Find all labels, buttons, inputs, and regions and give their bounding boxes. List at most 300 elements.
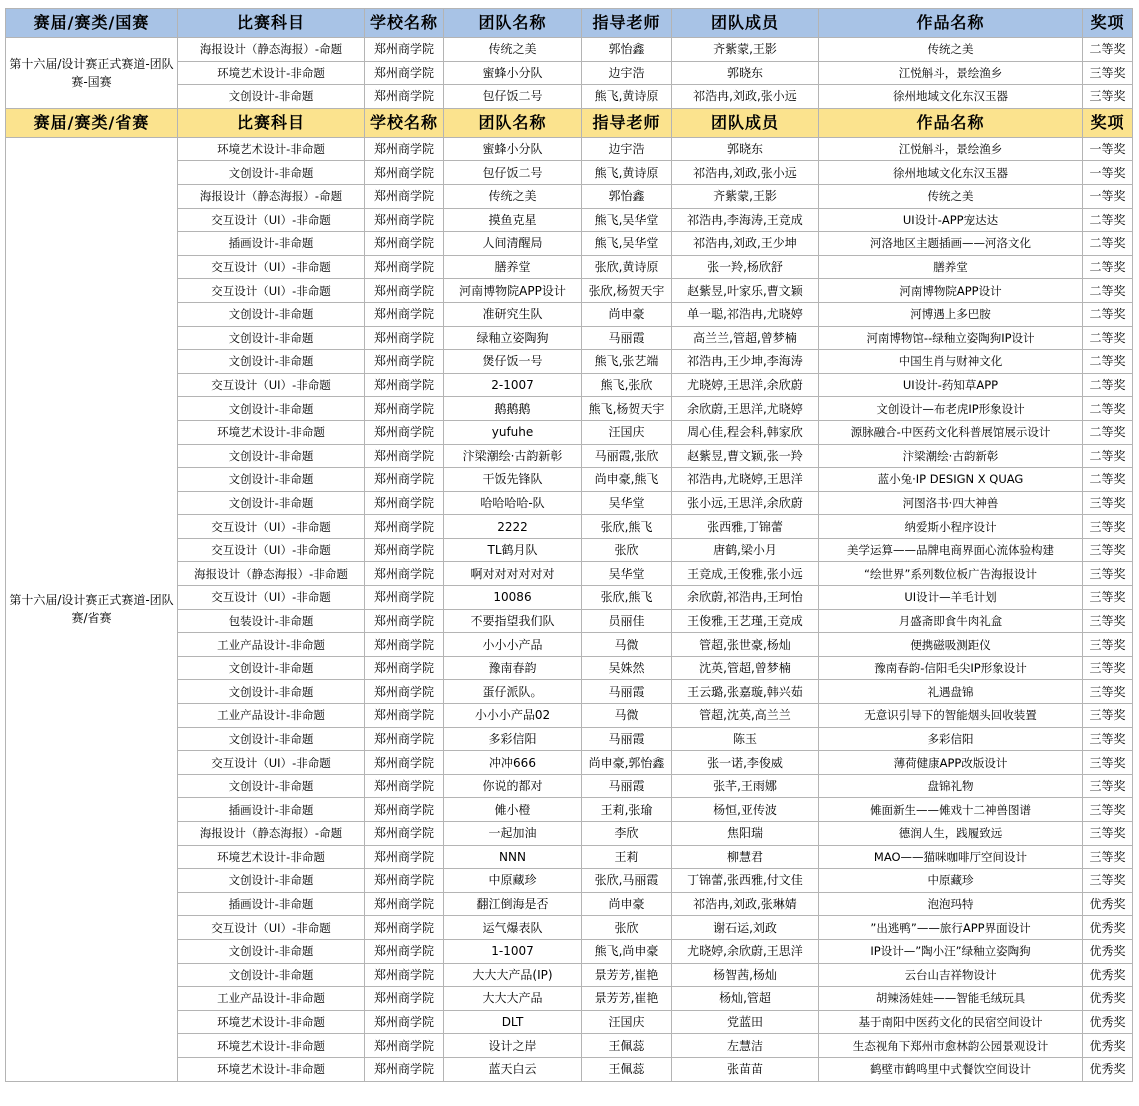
- advisor-cell[interactable]: 张欣,马丽霞: [582, 869, 672, 893]
- members-cell[interactable]: 丁锦蕾,张西雅,付文佳: [672, 869, 819, 893]
- award-cell[interactable]: 二等奖: [1083, 302, 1133, 326]
- advisor-cell[interactable]: 景芳芳,崔艳: [582, 963, 672, 987]
- award-cell[interactable]: 三等奖: [1083, 869, 1133, 893]
- team-name-cell[interactable]: 鹅鹅鹅: [444, 397, 582, 421]
- school-cell[interactable]: 郑州商学院: [365, 1057, 444, 1081]
- members-cell[interactable]: 张芊,王雨娜: [672, 774, 819, 798]
- work-title-cell[interactable]: 傩面新生——傩戏十二神兽图谱: [819, 798, 1083, 822]
- work-title-cell[interactable]: 河图洛书·四大神兽: [819, 491, 1083, 515]
- subject-cell[interactable]: 文创设计-非命题: [178, 350, 365, 374]
- members-cell[interactable]: 杨恒,亚传波: [672, 798, 819, 822]
- advisor-cell[interactable]: 员丽佳: [582, 609, 672, 633]
- team-name-cell[interactable]: 2222: [444, 515, 582, 539]
- school-cell[interactable]: 郑州商学院: [365, 326, 444, 350]
- team-name-cell[interactable]: 蓝天白云: [444, 1057, 582, 1081]
- subject-cell[interactable]: 环境艺术设计-非命题: [178, 1057, 365, 1081]
- team-name-cell[interactable]: 绿釉立姿陶狗: [444, 326, 582, 350]
- award-cell[interactable]: 三等奖: [1083, 727, 1133, 751]
- subject-cell[interactable]: 环境艺术设计-非命题: [178, 61, 365, 85]
- award-cell[interactable]: 一等奖: [1083, 161, 1133, 185]
- subject-cell[interactable]: 文创设计-非命题: [178, 397, 365, 421]
- team-name-cell[interactable]: 人间清醒局: [444, 232, 582, 256]
- work-title-cell[interactable]: 云台山吉祥物设计: [819, 963, 1083, 987]
- work-title-cell[interactable]: UI设计-药知草APP: [819, 373, 1083, 397]
- members-cell[interactable]: 管超,张世豪,杨灿: [672, 633, 819, 657]
- subject-cell[interactable]: 文创设计-非命题: [178, 491, 365, 515]
- work-title-cell[interactable]: 盘锦礼物: [819, 774, 1083, 798]
- advisor-cell[interactable]: 王莉: [582, 845, 672, 869]
- subject-cell[interactable]: 交互设计（UI）-非命题: [178, 751, 365, 775]
- advisor-cell[interactable]: 张欣,熊飞: [582, 586, 672, 610]
- award-cell[interactable]: 三等奖: [1083, 538, 1133, 562]
- award-cell[interactable]: 二等奖: [1083, 208, 1133, 232]
- subject-cell[interactable]: 工业产品设计-非命题: [178, 704, 365, 728]
- advisor-cell[interactable]: 吴华堂: [582, 491, 672, 515]
- subject-cell[interactable]: 文创设计-非命题: [178, 85, 365, 109]
- subject-cell[interactable]: 文创设计-非命题: [178, 326, 365, 350]
- advisor-cell[interactable]: 李欣: [582, 822, 672, 846]
- award-cell[interactable]: 二等奖: [1083, 255, 1133, 279]
- award-cell[interactable]: 优秀奖: [1083, 916, 1133, 940]
- subject-cell[interactable]: 交互设计（UI）-非命题: [178, 916, 365, 940]
- members-cell[interactable]: 祁浩冉,李海涛,王竞成: [672, 208, 819, 232]
- members-cell[interactable]: 齐紫蒙,王影: [672, 38, 819, 62]
- school-cell[interactable]: 郑州商学院: [365, 420, 444, 444]
- work-title-cell[interactable]: 汴梁潮绘·古韵新彰: [819, 444, 1083, 468]
- work-title-cell[interactable]: 河南博物院APP设计: [819, 279, 1083, 303]
- team-name-cell[interactable]: 一起加油: [444, 822, 582, 846]
- advisor-cell[interactable]: 边宇浩: [582, 61, 672, 85]
- work-title-cell[interactable]: 河洛地区主题插画——河洛文化: [819, 232, 1083, 256]
- subject-cell[interactable]: 交互设计（UI）-非命题: [178, 279, 365, 303]
- subject-cell[interactable]: 文创设计-非命题: [178, 468, 365, 492]
- members-cell[interactable]: 陈玉: [672, 727, 819, 751]
- school-cell[interactable]: 郑州商学院: [365, 869, 444, 893]
- work-title-cell[interactable]: 中原藏珍: [819, 869, 1083, 893]
- members-cell[interactable]: 王俊雅,王艺瑾,王竞成: [672, 609, 819, 633]
- provincial-category-cell[interactable]: 第十六届/设计赛正式赛道-团队赛/省赛: [6, 137, 178, 1081]
- subject-cell[interactable]: 文创设计-非命题: [178, 869, 365, 893]
- team-name-cell[interactable]: 传统之美: [444, 38, 582, 62]
- subject-cell[interactable]: 海报设计（静态海报）-命题: [178, 184, 365, 208]
- advisor-cell[interactable]: 吴姝然: [582, 656, 672, 680]
- school-cell[interactable]: 郑州商学院: [365, 939, 444, 963]
- members-cell[interactable]: 祁浩冉,王少坤,李海涛: [672, 350, 819, 374]
- members-cell[interactable]: 焦阳瑞: [672, 822, 819, 846]
- subject-cell[interactable]: 海报设计（静态海报）-命题: [178, 38, 365, 62]
- team-name-cell[interactable]: 准研究生队: [444, 302, 582, 326]
- team-name-cell[interactable]: 包仔饭二号: [444, 85, 582, 109]
- advisor-cell[interactable]: 熊飞,尚申豪: [582, 939, 672, 963]
- subject-cell[interactable]: 文创设计-非命题: [178, 680, 365, 704]
- team-name-cell[interactable]: 汴梁潮绘·古韵新彰: [444, 444, 582, 468]
- award-cell[interactable]: 三等奖: [1083, 680, 1133, 704]
- award-cell[interactable]: 二等奖: [1083, 468, 1133, 492]
- advisor-cell[interactable]: 张欣: [582, 916, 672, 940]
- award-cell[interactable]: 三等奖: [1083, 751, 1133, 775]
- advisor-cell[interactable]: 熊飞,吴华堂: [582, 232, 672, 256]
- subject-cell[interactable]: 包装设计-非命题: [178, 609, 365, 633]
- members-cell[interactable]: 左慧洁: [672, 1034, 819, 1058]
- award-cell[interactable]: 三等奖: [1083, 586, 1133, 610]
- school-cell[interactable]: 郑州商学院: [365, 161, 444, 185]
- school-cell[interactable]: 郑州商学院: [365, 397, 444, 421]
- subject-cell[interactable]: 交互设计（UI）-非命题: [178, 373, 365, 397]
- work-title-cell[interactable]: 美学运算——品牌电商界面心流体验构建: [819, 538, 1083, 562]
- subject-cell[interactable]: 插画设计-非命题: [178, 232, 365, 256]
- work-title-cell[interactable]: 无意识引导下的智能烟头回收装置: [819, 704, 1083, 728]
- team-name-cell[interactable]: 摸鱼克星: [444, 208, 582, 232]
- members-cell[interactable]: 周心佳,程会科,韩家欣: [672, 420, 819, 444]
- work-title-cell[interactable]: 泡泡玛特: [819, 892, 1083, 916]
- work-title-cell[interactable]: 文创设计—布老虎IP形象设计: [819, 397, 1083, 421]
- members-cell[interactable]: 齐紫蒙,王影: [672, 184, 819, 208]
- school-cell[interactable]: 郑州商学院: [365, 137, 444, 161]
- award-cell[interactable]: 三等奖: [1083, 515, 1133, 539]
- award-cell[interactable]: 优秀奖: [1083, 963, 1133, 987]
- school-cell[interactable]: 郑州商学院: [365, 798, 444, 822]
- team-name-cell[interactable]: 中原藏珍: [444, 869, 582, 893]
- award-cell[interactable]: 三等奖: [1083, 798, 1133, 822]
- subject-cell[interactable]: 环境艺术设计-非命题: [178, 1010, 365, 1034]
- work-title-cell[interactable]: 豫南春韵-信阳毛尖IP形象设计: [819, 656, 1083, 680]
- subject-cell[interactable]: 交互设计（UI）-非命题: [178, 586, 365, 610]
- members-cell[interactable]: 祁浩冉,刘政,王少坤: [672, 232, 819, 256]
- team-name-cell[interactable]: 10086: [444, 586, 582, 610]
- school-cell[interactable]: 郑州商学院: [365, 845, 444, 869]
- school-cell[interactable]: 郑州商学院: [365, 350, 444, 374]
- advisor-cell[interactable]: 张欣,熊飞: [582, 515, 672, 539]
- work-title-cell[interactable]: 生态视角下郑州市愈林韵公园景观设计: [819, 1034, 1083, 1058]
- award-cell[interactable]: 三等奖: [1083, 491, 1133, 515]
- members-cell[interactable]: 张西雅,丁锦蕾: [672, 515, 819, 539]
- team-name-cell[interactable]: 小小小产品02: [444, 704, 582, 728]
- work-title-cell[interactable]: 膳养堂: [819, 255, 1083, 279]
- school-cell[interactable]: 郑州商学院: [365, 727, 444, 751]
- work-title-cell[interactable]: ”出逃鸭”——旅行APP界面设计: [819, 916, 1083, 940]
- subject-cell[interactable]: 文创设计-非命题: [178, 963, 365, 987]
- advisor-cell[interactable]: 马丽霞: [582, 326, 672, 350]
- subject-cell[interactable]: 海报设计（静态海报）-非命题: [178, 562, 365, 586]
- work-title-cell[interactable]: 胡辣汤娃娃——智能毛绒玩具: [819, 987, 1083, 1011]
- advisor-cell[interactable]: 熊飞,黄诗原: [582, 161, 672, 185]
- members-cell[interactable]: 郭晓东: [672, 61, 819, 85]
- award-cell[interactable]: 二等奖: [1083, 420, 1133, 444]
- members-cell[interactable]: 余欣蔚,王思洋,尤晓婷: [672, 397, 819, 421]
- advisor-cell[interactable]: 张欣: [582, 538, 672, 562]
- members-cell[interactable]: 王竞成,王俊雅,张小远: [672, 562, 819, 586]
- award-cell[interactable]: 二等奖: [1083, 350, 1133, 374]
- members-cell[interactable]: 谢石运,刘政: [672, 916, 819, 940]
- members-cell[interactable]: 王云璐,张嘉璇,韩兴茹: [672, 680, 819, 704]
- award-cell[interactable]: 三等奖: [1083, 609, 1133, 633]
- subject-cell[interactable]: 海报设计（静态海报）-命题: [178, 822, 365, 846]
- members-cell[interactable]: 尤晓婷,余欣蔚,王思洋: [672, 939, 819, 963]
- school-cell[interactable]: 郑州商学院: [365, 255, 444, 279]
- award-cell[interactable]: 优秀奖: [1083, 1034, 1133, 1058]
- school-cell[interactable]: 郑州商学院: [365, 822, 444, 846]
- award-cell[interactable]: 优秀奖: [1083, 1057, 1133, 1081]
- award-cell[interactable]: 三等奖: [1083, 633, 1133, 657]
- advisor-cell[interactable]: 边宇浩: [582, 137, 672, 161]
- subject-cell[interactable]: 交互设计（UI）-非命题: [178, 538, 365, 562]
- team-name-cell[interactable]: TL鹤月队: [444, 538, 582, 562]
- team-name-cell[interactable]: 哈哈哈哈-队: [444, 491, 582, 515]
- work-title-cell[interactable]: 传统之美: [819, 184, 1083, 208]
- team-name-cell[interactable]: 不要指望我们队: [444, 609, 582, 633]
- members-cell[interactable]: 张小远,王思洋,余欣蔚: [672, 491, 819, 515]
- advisor-cell[interactable]: 张欣,黄诗原: [582, 255, 672, 279]
- school-cell[interactable]: 郑州商学院: [365, 538, 444, 562]
- subject-cell[interactable]: 插画设计-非命题: [178, 892, 365, 916]
- team-name-cell[interactable]: 傩小橙: [444, 798, 582, 822]
- members-cell[interactable]: 余欣蔚,祁浩冉,王珂怡: [672, 586, 819, 610]
- team-name-cell[interactable]: 你说的都对: [444, 774, 582, 798]
- school-cell[interactable]: 郑州商学院: [365, 774, 444, 798]
- school-cell[interactable]: 郑州商学院: [365, 680, 444, 704]
- advisor-cell[interactable]: 尚申豪,熊飞: [582, 468, 672, 492]
- members-cell[interactable]: 柳慧君: [672, 845, 819, 869]
- members-cell[interactable]: 单一聪,祁浩冉,尤晓婷: [672, 302, 819, 326]
- award-cell[interactable]: 优秀奖: [1083, 987, 1133, 1011]
- advisor-cell[interactable]: 汪国庆: [582, 1010, 672, 1034]
- school-cell[interactable]: 郑州商学院: [365, 373, 444, 397]
- award-cell[interactable]: 三等奖: [1083, 845, 1133, 869]
- work-title-cell[interactable]: 河南博物馆--绿釉立姿陶狗IP设计: [819, 326, 1083, 350]
- team-name-cell[interactable]: 蜜蜂小分队: [444, 137, 582, 161]
- team-name-cell[interactable]: 1-1007: [444, 939, 582, 963]
- advisor-cell[interactable]: 熊飞,杨贺天宇: [582, 397, 672, 421]
- award-cell[interactable]: 二等奖: [1083, 232, 1133, 256]
- team-name-cell[interactable]: DLT: [444, 1010, 582, 1034]
- subject-cell[interactable]: 文创设计-非命题: [178, 444, 365, 468]
- advisor-cell[interactable]: 马微: [582, 633, 672, 657]
- work-title-cell[interactable]: 鹤壁市鹤鸣里中式餐饮空间设计: [819, 1057, 1083, 1081]
- work-title-cell[interactable]: 江悦斛斗，景绘渔乡: [819, 61, 1083, 85]
- work-title-cell[interactable]: 蓝小兔·IP DESIGN X QUAG: [819, 468, 1083, 492]
- subject-cell[interactable]: 文创设计-非命题: [178, 939, 365, 963]
- work-title-cell[interactable]: 多彩信阳: [819, 727, 1083, 751]
- award-cell[interactable]: 三等奖: [1083, 562, 1133, 586]
- school-cell[interactable]: 郑州商学院: [365, 515, 444, 539]
- team-name-cell[interactable]: 蛋仔派队。: [444, 680, 582, 704]
- team-name-cell[interactable]: 河南博物院APP设计: [444, 279, 582, 303]
- work-title-cell[interactable]: 便携磁吸测距仪: [819, 633, 1083, 657]
- award-cell[interactable]: 二等奖: [1083, 326, 1133, 350]
- subject-cell[interactable]: 文创设计-非命题: [178, 656, 365, 680]
- advisor-cell[interactable]: 熊飞,吴华堂: [582, 208, 672, 232]
- work-title-cell[interactable]: 基于南阳中医药文化的民宿空间设计: [819, 1010, 1083, 1034]
- school-cell[interactable]: 郑州商学院: [365, 491, 444, 515]
- award-cell[interactable]: 优秀奖: [1083, 939, 1133, 963]
- members-cell[interactable]: 祁浩冉,刘政,张小远: [672, 161, 819, 185]
- work-title-cell[interactable]: UI设计—羊毛计划: [819, 586, 1083, 610]
- members-cell[interactable]: 祁浩冉,刘政,张小远: [672, 85, 819, 109]
- award-cell[interactable]: 二等奖: [1083, 397, 1133, 421]
- work-title-cell[interactable]: 江悦斛斗，景绘渔乡: [819, 137, 1083, 161]
- work-title-cell[interactable]: 礼遇盘锦: [819, 680, 1083, 704]
- members-cell[interactable]: 张一羚,杨欣舒: [672, 255, 819, 279]
- work-title-cell[interactable]: MAO——猫咪咖啡厅空间设计: [819, 845, 1083, 869]
- award-cell[interactable]: 一等奖: [1083, 137, 1133, 161]
- members-cell[interactable]: 张一诺,李俊威: [672, 751, 819, 775]
- advisor-cell[interactable]: 熊飞,黄诗原: [582, 85, 672, 109]
- work-title-cell[interactable]: 月盛斋即食牛肉礼盒: [819, 609, 1083, 633]
- award-cell[interactable]: 三等奖: [1083, 704, 1133, 728]
- advisor-cell[interactable]: 汪国庆: [582, 420, 672, 444]
- team-name-cell[interactable]: 冲冲666: [444, 751, 582, 775]
- team-name-cell[interactable]: 啊对对对对对对: [444, 562, 582, 586]
- subject-cell[interactable]: 环境艺术设计-非命题: [178, 1034, 365, 1058]
- subject-cell[interactable]: 交互设计（UI）-非命题: [178, 255, 365, 279]
- team-name-cell[interactable]: 膳养堂: [444, 255, 582, 279]
- school-cell[interactable]: 郑州商学院: [365, 279, 444, 303]
- award-cell[interactable]: 三等奖: [1083, 822, 1133, 846]
- national-category-cell[interactable]: 第十六届/设计赛正式赛道-团队赛-国赛: [6, 38, 178, 109]
- team-name-cell[interactable]: 小小小产品: [444, 633, 582, 657]
- advisor-cell[interactable]: 郭怡鑫: [582, 184, 672, 208]
- work-title-cell[interactable]: 中国生肖与财神文化: [819, 350, 1083, 374]
- team-name-cell[interactable]: 2-1007: [444, 373, 582, 397]
- school-cell[interactable]: 郑州商学院: [365, 85, 444, 109]
- team-name-cell[interactable]: 煲仔饭一号: [444, 350, 582, 374]
- team-name-cell[interactable]: 蜜蜂小分队: [444, 61, 582, 85]
- subject-cell[interactable]: 文创设计-非命题: [178, 161, 365, 185]
- team-name-cell[interactable]: 豫南春韵: [444, 656, 582, 680]
- members-cell[interactable]: 杨灿,管超: [672, 987, 819, 1011]
- subject-cell[interactable]: 插画设计-非命题: [178, 798, 365, 822]
- members-cell[interactable]: 高兰兰,管超,曾梦楠: [672, 326, 819, 350]
- award-cell[interactable]: 三等奖: [1083, 656, 1133, 680]
- school-cell[interactable]: 郑州商学院: [365, 184, 444, 208]
- team-name-cell[interactable]: NNN: [444, 845, 582, 869]
- advisor-cell[interactable]: 景芳芳,崔艳: [582, 987, 672, 1011]
- work-title-cell[interactable]: 德润人生，践履致远: [819, 822, 1083, 846]
- advisor-cell[interactable]: 王佩蕊: [582, 1034, 672, 1058]
- team-name-cell[interactable]: yufuhe: [444, 420, 582, 444]
- members-cell[interactable]: 祁浩冉,尤晓婷,王思洋: [672, 468, 819, 492]
- work-title-cell[interactable]: “绘世界”系列数位板广告海报设计: [819, 562, 1083, 586]
- subject-cell[interactable]: 环境艺术设计-非命题: [178, 845, 365, 869]
- advisor-cell[interactable]: 尚申豪: [582, 302, 672, 326]
- members-cell[interactable]: 杨智茜,杨灿: [672, 963, 819, 987]
- award-cell[interactable]: 一等奖: [1083, 184, 1133, 208]
- subject-cell[interactable]: 工业产品设计-非命题: [178, 987, 365, 1011]
- advisor-cell[interactable]: 马丽霞: [582, 680, 672, 704]
- members-cell[interactable]: 张苗苗: [672, 1057, 819, 1081]
- subject-cell[interactable]: 交互设计（UI）-非命题: [178, 515, 365, 539]
- school-cell[interactable]: 郑州商学院: [365, 302, 444, 326]
- work-title-cell[interactable]: 纳爱斯小程序设计: [819, 515, 1083, 539]
- advisor-cell[interactable]: 王佩蕊: [582, 1057, 672, 1081]
- team-name-cell[interactable]: 传统之美: [444, 184, 582, 208]
- team-name-cell[interactable]: 干饭先锋队: [444, 468, 582, 492]
- school-cell[interactable]: 郑州商学院: [365, 751, 444, 775]
- advisor-cell[interactable]: 王莉,张瑜: [582, 798, 672, 822]
- school-cell[interactable]: 郑州商学院: [365, 468, 444, 492]
- team-name-cell[interactable]: 多彩信阳: [444, 727, 582, 751]
- school-cell[interactable]: 郑州商学院: [365, 892, 444, 916]
- work-title-cell[interactable]: 薄荷健康APP改版设计: [819, 751, 1083, 775]
- work-title-cell[interactable]: 徐州地域文化东汉玉器: [819, 85, 1083, 109]
- members-cell[interactable]: 祁浩冉,刘政,张琳婧: [672, 892, 819, 916]
- members-cell[interactable]: 唐鹤,梁小月: [672, 538, 819, 562]
- school-cell[interactable]: 郑州商学院: [365, 656, 444, 680]
- award-cell[interactable]: 优秀奖: [1083, 892, 1133, 916]
- school-cell[interactable]: 郑州商学院: [365, 232, 444, 256]
- advisor-cell[interactable]: 马丽霞: [582, 727, 672, 751]
- award-cell[interactable]: 二等奖: [1083, 38, 1133, 62]
- school-cell[interactable]: 郑州商学院: [365, 208, 444, 232]
- advisor-cell[interactable]: 熊飞,张欣: [582, 373, 672, 397]
- subject-cell[interactable]: 文创设计-非命题: [178, 727, 365, 751]
- subject-cell[interactable]: 文创设计-非命题: [178, 774, 365, 798]
- advisor-cell[interactable]: 吴华堂: [582, 562, 672, 586]
- subject-cell[interactable]: 环境艺术设计-非命题: [178, 420, 365, 444]
- school-cell[interactable]: 郑州商学院: [365, 1034, 444, 1058]
- advisor-cell[interactable]: 郭怡鑫: [582, 38, 672, 62]
- members-cell[interactable]: 赵紫昱,叶家乐,曹文颖: [672, 279, 819, 303]
- school-cell[interactable]: 郑州商学院: [365, 586, 444, 610]
- work-title-cell[interactable]: 源脉融合-中医药文化科普展馆展示设计: [819, 420, 1083, 444]
- school-cell[interactable]: 郑州商学院: [365, 987, 444, 1011]
- award-cell[interactable]: 二等奖: [1083, 373, 1133, 397]
- award-cell[interactable]: 三等奖: [1083, 774, 1133, 798]
- school-cell[interactable]: 郑州商学院: [365, 963, 444, 987]
- school-cell[interactable]: 郑州商学院: [365, 633, 444, 657]
- award-cell[interactable]: 三等奖: [1083, 61, 1133, 85]
- team-name-cell[interactable]: 大大大产品(IP): [444, 963, 582, 987]
- award-cell[interactable]: 三等奖: [1083, 85, 1133, 109]
- team-name-cell[interactable]: 翻江倒海是否: [444, 892, 582, 916]
- advisor-cell[interactable]: 尚申豪: [582, 892, 672, 916]
- advisor-cell[interactable]: 熊飞,张艺端: [582, 350, 672, 374]
- subject-cell[interactable]: 环境艺术设计-非命题: [178, 137, 365, 161]
- subject-cell[interactable]: 工业产品设计-非命题: [178, 633, 365, 657]
- advisor-cell[interactable]: 尚申豪,郭怡鑫: [582, 751, 672, 775]
- work-title-cell[interactable]: 徐州地域文化东汉玉器: [819, 161, 1083, 185]
- members-cell[interactable]: 党蓝田: [672, 1010, 819, 1034]
- school-cell[interactable]: 郑州商学院: [365, 1010, 444, 1034]
- award-cell[interactable]: 二等奖: [1083, 444, 1133, 468]
- advisor-cell[interactable]: 马微: [582, 704, 672, 728]
- work-title-cell[interactable]: UI设计-APP宠达达: [819, 208, 1083, 232]
- school-cell[interactable]: 郑州商学院: [365, 38, 444, 62]
- school-cell[interactable]: 郑州商学院: [365, 61, 444, 85]
- school-cell[interactable]: 郑州商学院: [365, 562, 444, 586]
- team-name-cell[interactable]: 设计之岸: [444, 1034, 582, 1058]
- members-cell[interactable]: 赵紫昱,曹文颖,张一羚: [672, 444, 819, 468]
- award-cell[interactable]: 二等奖: [1083, 279, 1133, 303]
- school-cell[interactable]: 郑州商学院: [365, 916, 444, 940]
- school-cell[interactable]: 郑州商学院: [365, 444, 444, 468]
- work-title-cell[interactable]: IP设计—”陶小汪”绿釉立姿陶狗: [819, 939, 1083, 963]
- team-name-cell[interactable]: 大大大产品: [444, 987, 582, 1011]
- team-name-cell[interactable]: 运气爆表队: [444, 916, 582, 940]
- school-cell[interactable]: 郑州商学院: [365, 609, 444, 633]
- advisor-cell[interactable]: 马丽霞: [582, 774, 672, 798]
- members-cell[interactable]: 尤晓婷,王思洋,余欣蔚: [672, 373, 819, 397]
- subject-cell[interactable]: 交互设计（UI）-非命题: [178, 208, 365, 232]
- advisor-cell[interactable]: 张欣,杨贺天宇: [582, 279, 672, 303]
- members-cell[interactable]: 郭晓东: [672, 137, 819, 161]
- advisor-cell[interactable]: 马丽霞,张欣: [582, 444, 672, 468]
- subject-cell[interactable]: 文创设计-非命题: [178, 302, 365, 326]
- team-name-cell[interactable]: 包仔饭二号: [444, 161, 582, 185]
- work-title-cell[interactable]: 河博遇上多巴胺: [819, 302, 1083, 326]
- members-cell[interactable]: 沈英,管超,曾梦楠: [672, 656, 819, 680]
- members-cell[interactable]: 管超,沈英,高兰兰: [672, 704, 819, 728]
